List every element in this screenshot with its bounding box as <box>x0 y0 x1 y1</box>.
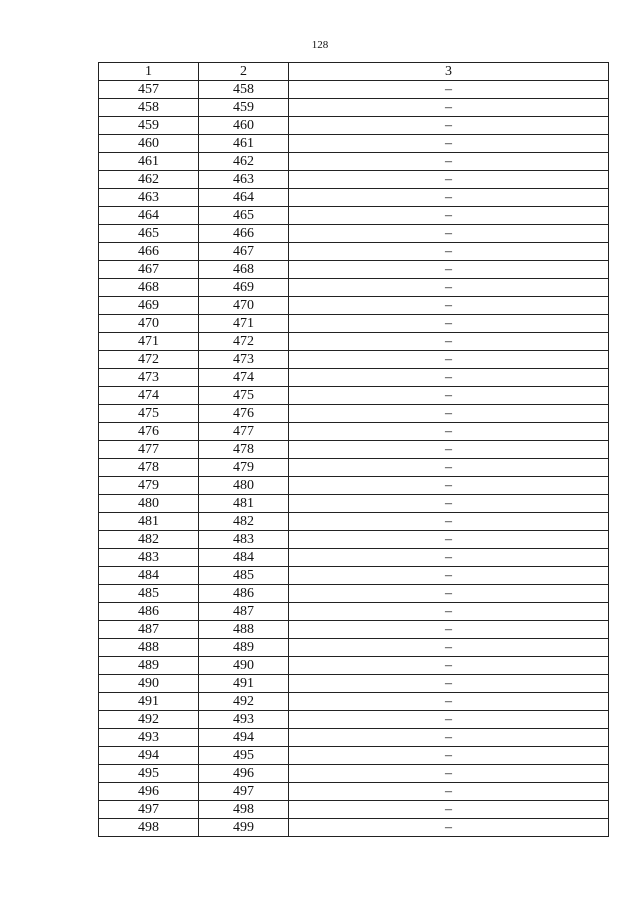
table-cell-col-2: 480 <box>199 477 289 495</box>
table-cell-col-2: 467 <box>199 243 289 261</box>
table-cell-col-1: 473 <box>99 369 199 387</box>
table-cell-col-2: 459 <box>199 99 289 117</box>
table-row <box>99 153 609 171</box>
table-cell-col-3: – <box>289 225 609 243</box>
table-cell-col-3: – <box>289 297 609 315</box>
table-row <box>99 189 609 207</box>
table-cell-col-2: 458 <box>199 81 289 99</box>
table-row <box>99 333 609 351</box>
table-cell-col-2: 485 <box>199 567 289 585</box>
table-cell-col-2: 496 <box>199 765 289 783</box>
table-cell-col-2: 470 <box>199 297 289 315</box>
table-row <box>99 405 609 423</box>
table-cell-col-1: 466 <box>99 243 199 261</box>
table-cell-col-2: 495 <box>199 747 289 765</box>
table-cell-col-2: 493 <box>199 711 289 729</box>
table-cell-col-2: 471 <box>199 315 289 333</box>
table-cell-col-3: – <box>289 135 609 153</box>
table-cell-col-2: 462 <box>199 153 289 171</box>
table-cell-col-1: 458 <box>99 99 199 117</box>
table-row <box>99 297 609 315</box>
table-row <box>99 513 609 531</box>
table-row <box>99 603 609 621</box>
table-row <box>99 567 609 585</box>
table-cell-col-2: 479 <box>199 459 289 477</box>
table-cell-col-2: 475 <box>199 387 289 405</box>
table-row <box>99 423 609 441</box>
table-row <box>99 819 609 837</box>
table-cell-col-3: – <box>289 459 609 477</box>
table-row <box>99 369 609 387</box>
table-cell-col-3: – <box>289 657 609 675</box>
table-cell-col-3: – <box>289 351 609 369</box>
table-cell-col-3: – <box>289 441 609 459</box>
table-cell-col-3: – <box>289 387 609 405</box>
table-cell-col-3: – <box>289 567 609 585</box>
table-cell-col-2: 477 <box>199 423 289 441</box>
table-cell-col-1: 474 <box>99 387 199 405</box>
table-cell-col-3: – <box>289 333 609 351</box>
table-cell-col-3: – <box>289 801 609 819</box>
table-cell-col-3: – <box>289 153 609 171</box>
table-cell-col-1: 461 <box>99 153 199 171</box>
table-cell-col-2: 499 <box>199 819 289 837</box>
table-cell-col-2: 497 <box>199 783 289 801</box>
table-cell-col-2: 461 <box>199 135 289 153</box>
table-cell-col-1: 489 <box>99 657 199 675</box>
table-cell-col-3: – <box>289 675 609 693</box>
table-cell-col-3: – <box>289 405 609 423</box>
table-body <box>99 81 609 837</box>
table-row <box>99 477 609 495</box>
table-cell-col-3: – <box>289 81 609 99</box>
table-cell-col-1: 472 <box>99 351 199 369</box>
table-row <box>99 531 609 549</box>
column-header-2: 2 <box>199 63 289 81</box>
table-row <box>99 207 609 225</box>
table-row <box>99 99 609 117</box>
table-cell-col-2: 491 <box>199 675 289 693</box>
table-row <box>99 801 609 819</box>
table-cell-col-1: 467 <box>99 261 199 279</box>
table-cell-col-3: – <box>289 423 609 441</box>
data-table <box>98 62 609 837</box>
table-cell-col-2: 490 <box>199 657 289 675</box>
table-cell-col-1: 492 <box>99 711 199 729</box>
table-cell-col-3: – <box>289 243 609 261</box>
table-header <box>99 63 609 81</box>
table-cell-col-3: – <box>289 513 609 531</box>
table-cell-col-1: 479 <box>99 477 199 495</box>
table-cell-col-3: – <box>289 117 609 135</box>
table-cell-col-2: 498 <box>199 801 289 819</box>
table-cell-col-2: 474 <box>199 369 289 387</box>
column-header-3: 3 <box>289 63 609 81</box>
table-cell-col-1: 486 <box>99 603 199 621</box>
table-cell-col-1: 459 <box>99 117 199 135</box>
table-cell-col-1: 464 <box>99 207 199 225</box>
table-cell-col-1: 483 <box>99 549 199 567</box>
table-cell-col-1: 490 <box>99 675 199 693</box>
table-cell-col-1: 498 <box>99 819 199 837</box>
header-row <box>99 63 609 81</box>
table-cell-col-2: 465 <box>199 207 289 225</box>
table-row <box>99 441 609 459</box>
table-cell-col-1: 481 <box>99 513 199 531</box>
table-cell-col-2: 478 <box>199 441 289 459</box>
table-cell-col-1: 487 <box>99 621 199 639</box>
table-cell-col-3: – <box>289 747 609 765</box>
table-cell-col-1: 495 <box>99 765 199 783</box>
table-row <box>99 135 609 153</box>
table-cell-col-3: – <box>289 693 609 711</box>
table-cell-col-2: 473 <box>199 351 289 369</box>
table-cell-col-1: 484 <box>99 567 199 585</box>
page-number: 128 <box>311 39 329 51</box>
table-cell-col-2: 482 <box>199 513 289 531</box>
table-cell-col-2: 487 <box>199 603 289 621</box>
table-cell-col-1: 478 <box>99 459 199 477</box>
table-cell-col-1: 460 <box>99 135 199 153</box>
table-row <box>99 81 609 99</box>
table-row <box>99 765 609 783</box>
table-cell-col-3: – <box>289 279 609 297</box>
table-row <box>99 459 609 477</box>
table-cell-col-2: 484 <box>199 549 289 567</box>
table-cell-col-1: 496 <box>99 783 199 801</box>
table-cell-col-3: – <box>289 819 609 837</box>
table-cell-col-1: 471 <box>99 333 199 351</box>
table-cell-col-3: – <box>289 621 609 639</box>
table-row <box>99 783 609 801</box>
table-cell-col-3: – <box>289 603 609 621</box>
table-cell-col-1: 469 <box>99 297 199 315</box>
table-cell-col-2: 494 <box>199 729 289 747</box>
table-cell-col-2: 492 <box>199 693 289 711</box>
table-row <box>99 675 609 693</box>
table-cell-col-3: – <box>289 369 609 387</box>
table-cell-col-1: 477 <box>99 441 199 459</box>
table-row <box>99 621 609 639</box>
table-cell-col-2: 463 <box>199 171 289 189</box>
table-cell-col-2: 476 <box>199 405 289 423</box>
table-row <box>99 549 609 567</box>
column-header-1: 1 <box>99 63 199 81</box>
table-cell-col-3: – <box>289 639 609 657</box>
table-row <box>99 225 609 243</box>
table-cell-col-1: 485 <box>99 585 199 603</box>
table-cell-col-1: 475 <box>99 405 199 423</box>
table-cell-col-3: – <box>289 189 609 207</box>
table-row <box>99 585 609 603</box>
table-cell-col-3: – <box>289 729 609 747</box>
table-cell-col-3: – <box>289 783 609 801</box>
table-cell-col-3: – <box>289 207 609 225</box>
table-row <box>99 387 609 405</box>
table-cell-col-3: – <box>289 531 609 549</box>
table-row <box>99 495 609 513</box>
table-cell-col-1: 491 <box>99 693 199 711</box>
table-cell-col-1: 463 <box>99 189 199 207</box>
table-cell-col-2: 486 <box>199 585 289 603</box>
table-cell-col-1: 494 <box>99 747 199 765</box>
table-cell-col-2: 472 <box>199 333 289 351</box>
table-cell-col-2: 483 <box>199 531 289 549</box>
table-cell-col-1: 470 <box>99 315 199 333</box>
table-cell-col-1: 476 <box>99 423 199 441</box>
table-row <box>99 243 609 261</box>
table-cell-col-1: 493 <box>99 729 199 747</box>
table-cell-col-3: – <box>289 171 609 189</box>
table-cell-col-2: 466 <box>199 225 289 243</box>
table-row <box>99 351 609 369</box>
table-cell-col-3: – <box>289 711 609 729</box>
table-cell-col-3: – <box>289 315 609 333</box>
table-cell-col-1: 497 <box>99 801 199 819</box>
table-cell-col-1: 480 <box>99 495 199 513</box>
table-cell-col-2: 489 <box>199 639 289 657</box>
table-cell-col-3: – <box>289 549 609 567</box>
table-row <box>99 657 609 675</box>
table-row <box>99 117 609 135</box>
table-cell-col-1: 457 <box>99 81 199 99</box>
table-cell-col-2: 460 <box>199 117 289 135</box>
table-row <box>99 279 609 297</box>
table-cell-col-3: – <box>289 477 609 495</box>
table-cell-col-3: – <box>289 495 609 513</box>
table-row <box>99 315 609 333</box>
table-cell-col-3: – <box>289 99 609 117</box>
table-cell-col-1: 465 <box>99 225 199 243</box>
table-row <box>99 711 609 729</box>
table-cell-col-2: 468 <box>199 261 289 279</box>
table-row <box>99 747 609 765</box>
table-row <box>99 729 609 747</box>
table-cell-col-1: 488 <box>99 639 199 657</box>
table-cell-col-3: – <box>289 261 609 279</box>
table-cell-col-1: 468 <box>99 279 199 297</box>
table-cell-col-2: 481 <box>199 495 289 513</box>
table-row <box>99 171 609 189</box>
table-cell-col-1: 462 <box>99 171 199 189</box>
table-cell-col-2: 469 <box>199 279 289 297</box>
table-row <box>99 693 609 711</box>
table-cell-col-3: – <box>289 765 609 783</box>
table-cell-col-2: 464 <box>199 189 289 207</box>
table-cell-col-3: – <box>289 585 609 603</box>
table-row <box>99 639 609 657</box>
table-cell-col-2: 488 <box>199 621 289 639</box>
table-cell-col-1: 482 <box>99 531 199 549</box>
table-row <box>99 261 609 279</box>
